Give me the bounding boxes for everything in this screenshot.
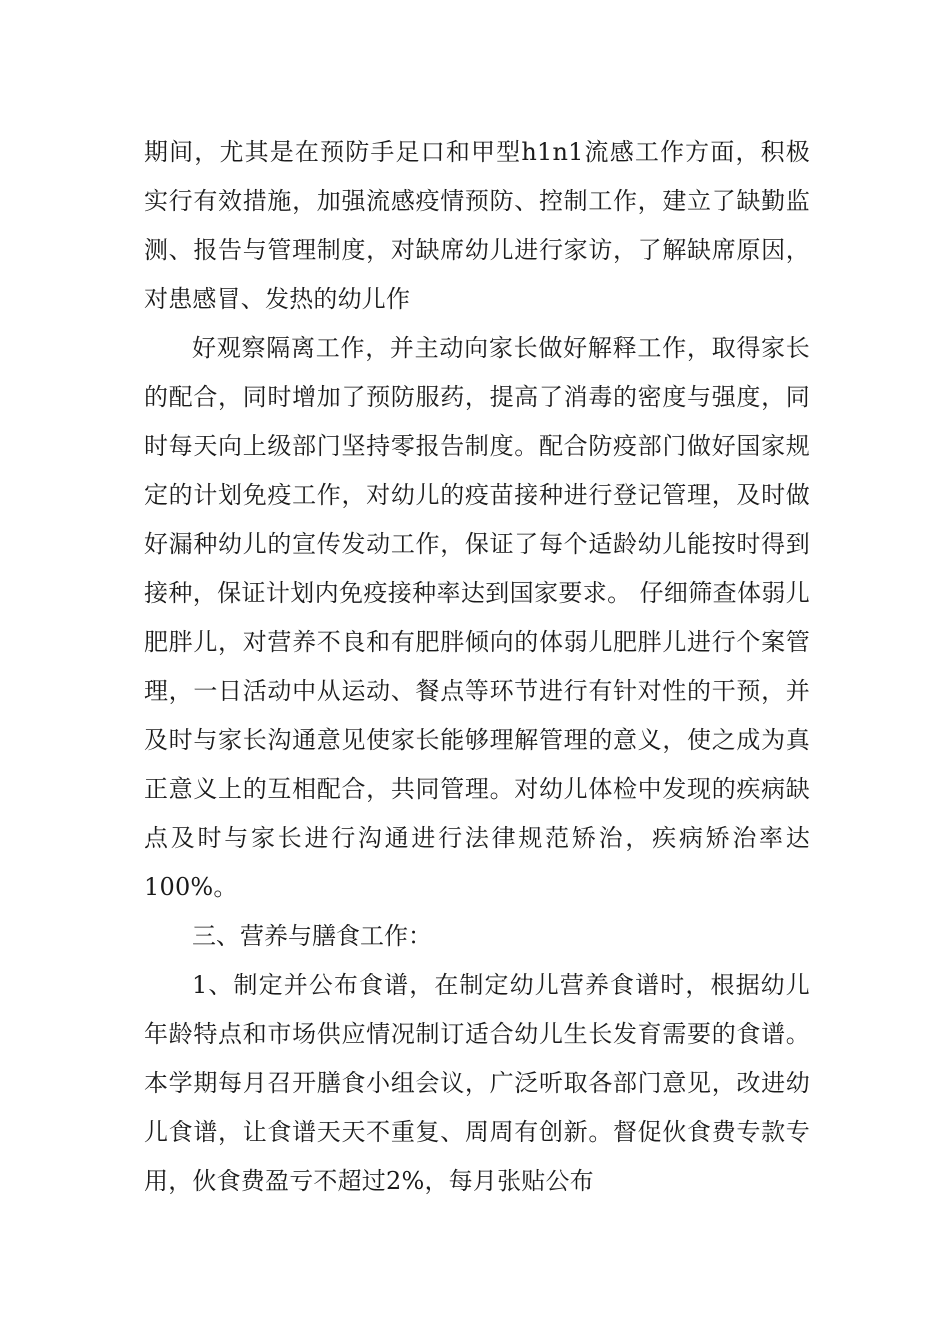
paragraph-continued: 期间，尤其是在预防手足口和甲型h1n1流感工作方面，积极实行有效措施，加强流感疫情预防、控制工作，建立了缺勤监测、报告与管理制度，对缺席幼儿进行家访，了解缺席原因，对患感冒、发热的幼儿作 [144,138,810,313]
paragraph-observation: 好观察隔离工作，并主动向家长做好解释工作，取得家长的配合，同时增加了预防服药，提高了消毒的密度与强度，同时每天向上级部门坚持零报告制度。配合防疫部门做好国家规定的计划免疫工作，对幼儿的疫苗接种进行登记管理，及时做好漏种幼儿的宣传发动工作，保证了每个适龄幼儿能按时得到接种，保证计划内免疫接种率达到国家要求。 仔细筛查体弱儿肥胖儿，对营养不良和有肥胖倾向的体弱儿肥胖儿进行个案管理，一日活动中从运动、餐点等环节进行有针对性的干预，并及时与家长沟通意见使家长能够理解管理的意义，使之成为真正意义上的互相配合，共同管理。对幼儿体检中发现的疾病缺点及时与家长进行沟通进行法律规范矫治，疾病矫治率达100%。 [144,334,810,901]
document-body [144,128,810,1206]
paragraph-menu: 1、制定并公布食谱，在制定幼儿营养食谱时，根据幼儿年龄特点和市场供应情况制订适合幼儿生长发育需要的食谱。本学期每月召开膳食小组会议，广泛听取各部门意见，改进幼儿食谱，让食谱天天不重复、周周有创新。督促伙食费专款专用，伙食费盈亏不超过2%，每月张贴公布 [144,971,810,1195]
section-heading-nutrition: 三、营养与膳食工作： [192,922,432,950]
